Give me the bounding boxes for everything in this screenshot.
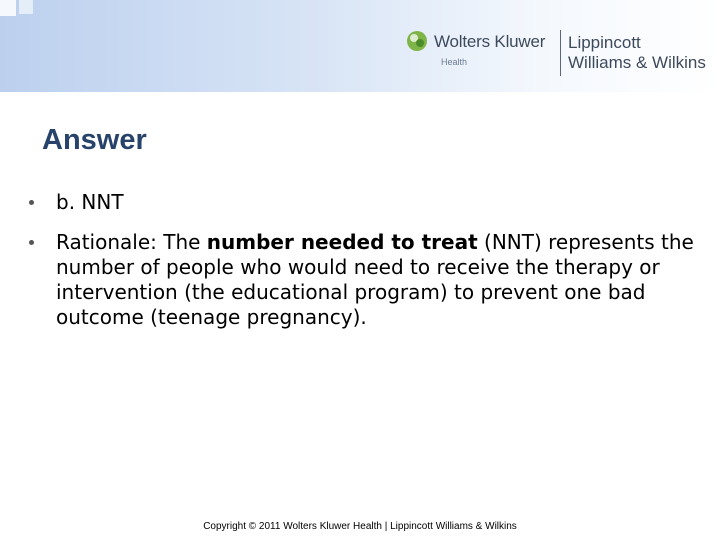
logo-divider — [560, 30, 561, 76]
partner-line-1: Lippincott — [568, 33, 641, 52]
copyright-footer: Copyright © 2011 Wolters Kluwer Health | Lippincott Williams & Wilkins — [203, 521, 517, 532]
brand-name: Wolters Kluwer — [434, 32, 546, 51]
bullet-dot-icon — [29, 200, 34, 205]
globe-icon — [406, 30, 428, 52]
bullet-item-answer — [0, 190, 700, 215]
slide-title: Answer — [42, 124, 147, 156]
header-banner — [0, 0, 720, 92]
decorative-square — [19, 0, 33, 14]
partner-line-2: Williams & Wilkins — [568, 53, 706, 72]
brand-sub: Health — [441, 57, 468, 67]
bullet-dot-icon — [29, 240, 34, 245]
bullet-item-rationale — [0, 230, 700, 330]
rationale-suffix: (NNT) represents the number of people who would need to receive the therapy or intervention (the educational program) to prevent one bad outcome (teenage pregnancy). — [56, 230, 694, 329]
rationale-prefix: Rationale: The — [56, 230, 207, 254]
bullet-text: b. NNT — [56, 190, 124, 214]
bullet-list — [0, 190, 700, 345]
partner-name — [568, 33, 706, 73]
decorative-square — [0, 0, 16, 16]
rationale-bold-term: number needed to treat — [206, 230, 478, 254]
